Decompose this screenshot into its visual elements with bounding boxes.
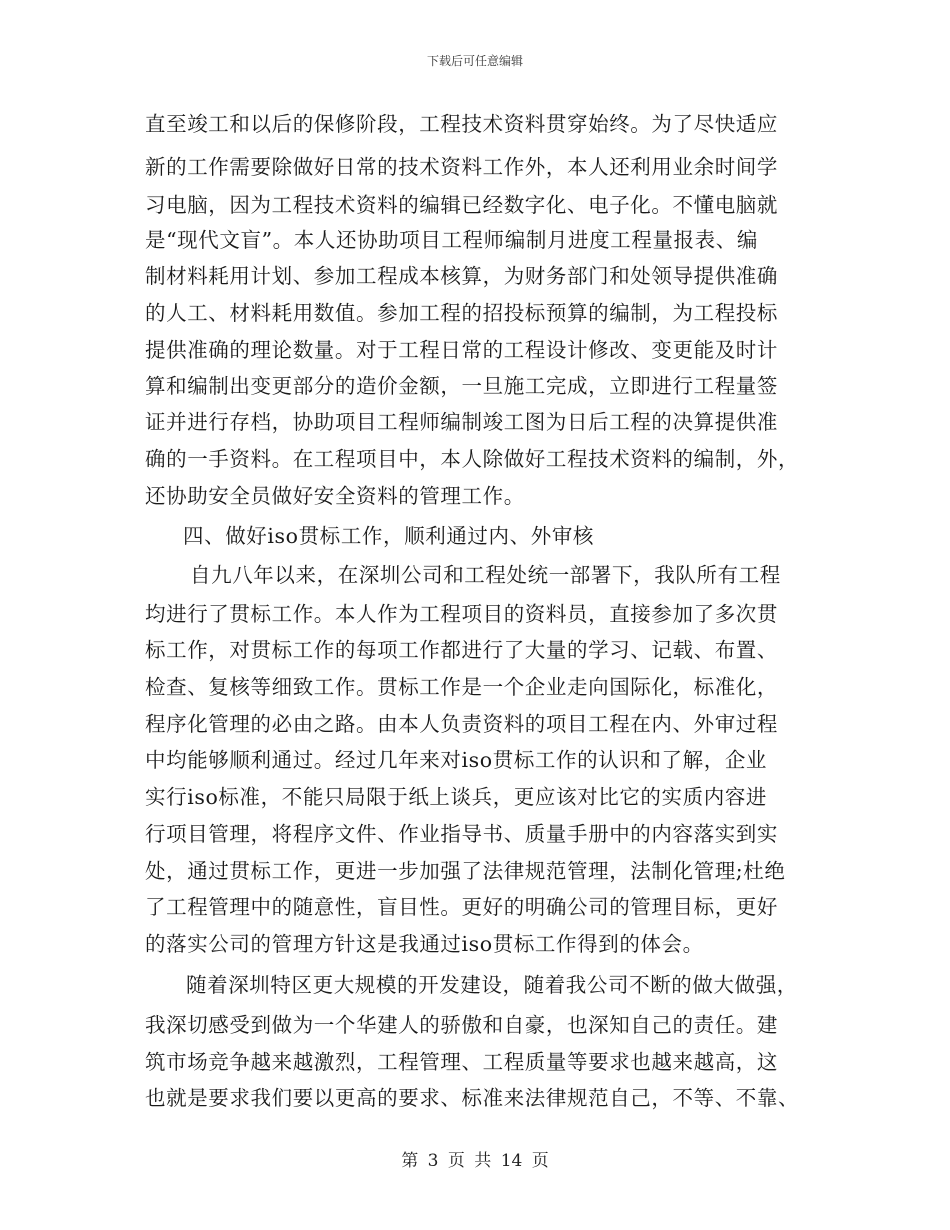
body-line: 新的工作需要除做好日常的技术资料工作外，本人还利用业余时间学 [145, 155, 778, 179]
body-line: 证并进行存档，协助项目工程师编制竣工图为日后工程的决算提供准 [145, 410, 778, 434]
body-line: 筑市场竞争越来越激烈，工程管理、工程质量等要求也越来越高，这 [145, 1050, 778, 1074]
body-line: 标工作，对贯标工作的每项工作都进行了大量的学习、记载、布置、 [145, 638, 778, 662]
body-line: 的人工、材料耗用数值。参加工程的招投标预算的编制，为工程投标 [145, 301, 778, 325]
body-line: 提供准确的理论数量。对于工程日常的工程设计修改、变更能及时计 [145, 338, 778, 362]
body-line: 制材料耗用计划、参加工程成本核算，为财务部门和处领导提供准确 [145, 264, 778, 288]
body-line: 的落实公司的管理方针这是我通过iso贯标工作得到的体会。 [145, 932, 704, 956]
body-line: 处，通过贯标工作，更进一步加强了法律规范管理，法制化管理;杜绝 [145, 859, 786, 883]
body-line: 实行iso标准，不能只局限于纸上谈兵，更应该对比它的实质内容进 [145, 785, 768, 809]
body-line: 程序化管理的必由之路。由本人负责资料的项目工程在内、外审过程 [145, 712, 778, 736]
section-heading: 四、做好iso贯标工作，顺利通过内、外审核 [183, 524, 595, 548]
body-line: 直至竣工和以后的保修阶段，工程技术资料贯穿始终。为了尽快适应 [145, 112, 778, 136]
body-line: 随着深圳特区更大规模的开发建设，随着我公司不断的做大做强， [186, 973, 798, 997]
body-line: 中均能够顺利通过。经过几年来对iso贯标工作的认识和了解，企业 [145, 748, 768, 772]
body-line: 还协助安全员做好安全资料的管理工作。 [145, 484, 525, 508]
page-number-footer: 第 3 页 共 14 页 [401, 1151, 549, 1171]
body-line: 检查、复核等细致工作。贯标工作是一个企业走向国际化，标准化， [145, 675, 778, 699]
page-header: 下载后可任意编辑 [426, 54, 523, 68]
body-line: 习电脑，因为工程技术资料的编辑已经数字化、电子化。不懂电脑就 [145, 193, 778, 217]
body-line: 自九八年以来，在深圳公司和工程处统一部署下，我队所有工程 [190, 563, 781, 587]
body-line: 也就是要求我们要以更高的要求、标准来法律规范自己，不等、不靠、 [145, 1086, 800, 1110]
body-line: 是“现代文盲”。本人还协助项目工程师编制月进度工程量报表、编 [145, 228, 758, 252]
body-line: 我深切感受到做为一个华建人的骄傲和自豪，也深知自己的责任。建 [145, 1013, 778, 1037]
body-line: 确的一手资料。在工程项目中，本人除做好工程技术资料的编制，外， [145, 447, 800, 471]
body-line: 算和编制出变更部分的造价金额，一旦施工完成，立即进行工程量签 [145, 374, 778, 398]
body-line: 了工程管理中的随意性，盲目性。更好的明确公司的管理目标，更好 [145, 895, 778, 919]
body-line: 均进行了贯标工作。本人作为工程项目的资料员，直接参加了多次贯 [145, 602, 778, 626]
body-line: 行项目管理，将程序文件、作业指导书、质量手册中的内容落实到实 [145, 822, 778, 846]
